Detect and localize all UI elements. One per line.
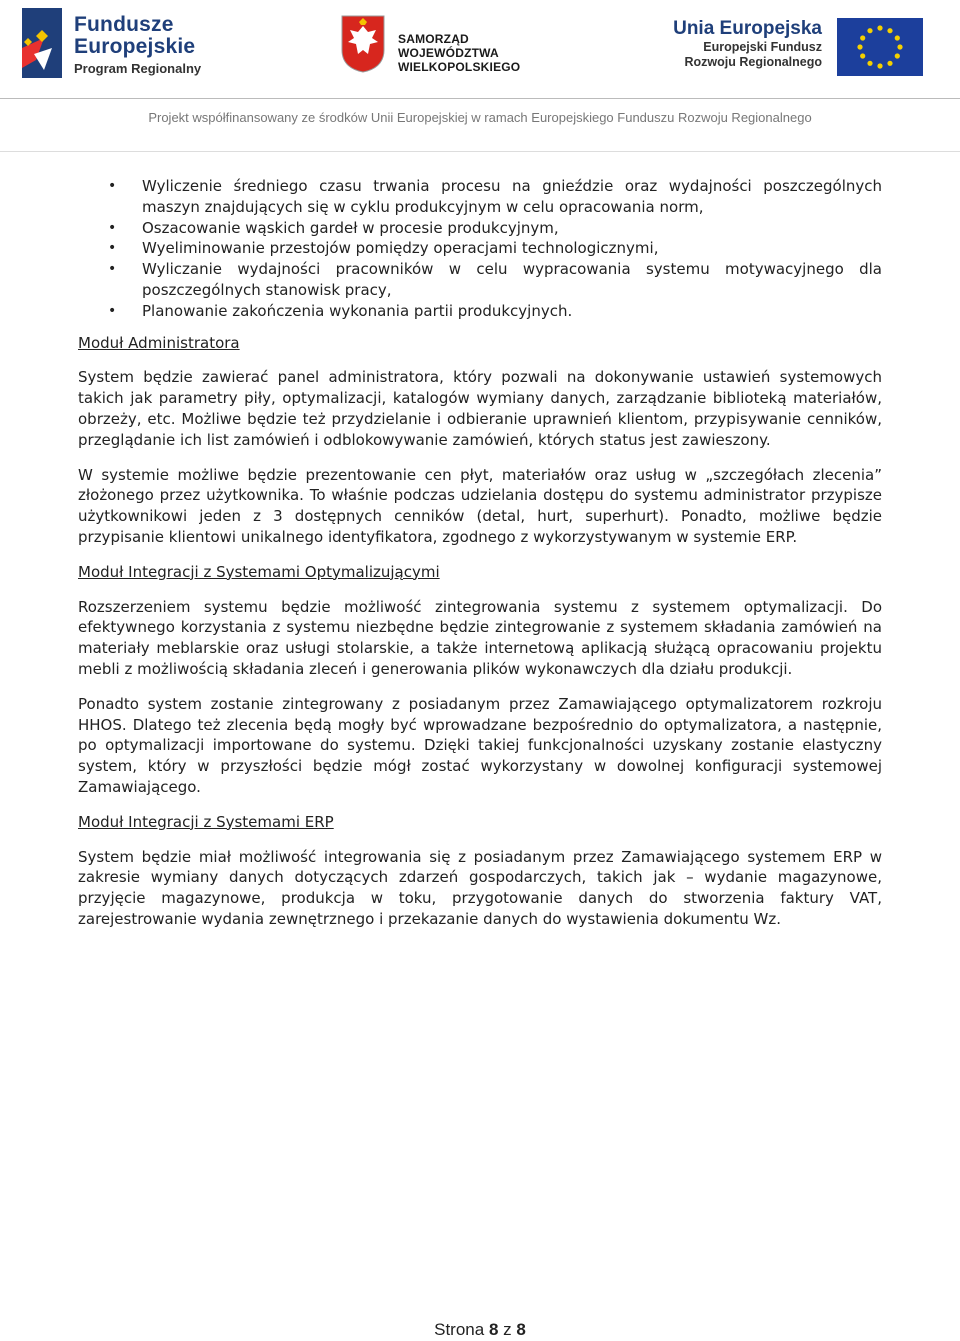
eagle-crest-icon	[340, 14, 386, 74]
paragraph: Ponadto system zostanie zintegrowany z posiadanym przez Zamawiającego optymalizatorem rozkroju HHOS. Dlatego też zlecenia będą mogły być wprowadzane bezpośrednio do optymalizatora, a następnie, po optymalizacji importowane do systemu. Dzięki takiej funkcjonalności uzyskany zostanie elastyczny system, który w przyszłości będzie mógł zostać wykorzystany w dowolnej konfiguracji systemowej Zamawiającego.	[78, 694, 882, 796]
samorzad-wielkopolski-logo	[340, 14, 540, 80]
bullet-list	[78, 176, 882, 322]
fe-logo-line1: Fundusze	[74, 13, 174, 36]
section-heading-administrator: Moduł Administratora	[78, 333, 240, 352]
page-header	[0, 0, 960, 96]
fe-logo-line3: Program Regionalny	[74, 61, 202, 76]
eu-flag-icon	[837, 18, 923, 76]
paragraph: System będzie miał możliwość integrowania się z posiadanym przez Zamawiającego systemem ERP w zakresie wymiany danych dotyczących zdarzeń gospodarczych, takich jak – wydanie magazynowe, przyjęcie magazynowe, produkcja w toku, przygotowanie danych do stworzenia faktury VAT, zarejestrowanie wydania zewnętrznego i przekazanie danych do wystawienia dokumentu Wz.	[78, 847, 882, 928]
ue-logo-line2: Rozwoju Regionalnego	[684, 55, 822, 69]
list-item: • Planowanie zakończenia wykonania partii produkcyjnych.	[78, 301, 882, 322]
page-separator: z	[503, 1320, 512, 1339]
section-heading-erp: Moduł Integracji z Systemami ERP	[78, 812, 334, 831]
cofinancing-note: Projekt współfinansowany ze środków Unii Europejskiej w ramach Europejskiego Funduszu Rozwoju Regionalnego	[148, 110, 812, 125]
paragraph: System będzie zawierać panel administratora, który pozwali na dokonywanie ustawień systemowych takich jak parametry piły, optymalizacji, katalogów wymiany danych, zarządzanie biblioteką materiałów, obrzeży, etc. Możliwe będzie też przydzielanie i odbieranie uprawnień klientom, przypisywanie cenników, przeglądanie ich list zamówień i odblokowywanie zamówień, których status jest zawieszony.	[78, 368, 882, 449]
fundusze-europejskie-logo	[22, 8, 202, 84]
paragraph: Rozszerzeniem systemu będzie możliwość zintegrowania systemu z systemem optymalizacji. Do efektywnego korzystania z systemu niezbędne będzie zintegrowanie z systemem składania zamówień na materiały meblarskie oraz usługi stolarskie, a także internetową aplikacją służącą opracowaniu projektu mebli z możliwością składania zleceń i generowania plików wykonawczych dla działu produkcji.	[78, 597, 882, 678]
ue-logo-title: Unia Europejska	[673, 18, 822, 39]
document-body	[78, 176, 882, 944]
header-divider	[0, 98, 960, 99]
page-footer	[0, 1320, 960, 1340]
page-label: Strona	[434, 1320, 485, 1339]
sw-logo-line2: WIELKOPOLSKIEGO	[398, 60, 521, 74]
list-item: • Wyliczenie średniego czasu trwania procesu na gnieździe oraz wydajności poszczególnych maszyn znajdujących się w cyklu produkcyjnym w celu opracowania norm,	[78, 176, 882, 218]
list-item: • Wyeliminowanie przestojów pomiędzy operacjami technologicznymi,	[78, 238, 882, 259]
total-pages-number: 8	[516, 1320, 526, 1339]
unia-europejska-logo	[672, 14, 932, 80]
ue-logo-line1: Europejski Fundusz	[703, 40, 822, 54]
sw-logo-line1: SAMORZĄD WOJEWÓDZTWA	[398, 32, 499, 60]
fe-logo-line2: Europejskie	[74, 35, 196, 58]
subtitle-divider	[0, 151, 960, 152]
paragraph: W systemie możliwe będzie prezentowanie cen płyt, materiałów oraz usług w „szczegółach zlecenia” złożonego przez użytkownika. To właśnie podczas udzielania dostępu do systemu administrator przypisze użytkownikowi jeden z 3 dostępnych cenników (detal, hurt, superhurt). Ponadto, możliwe będzie przypisanie klientowi unikalnego identyfikatora, zgodnego z wykorzystywanym w systemie ERP.	[78, 465, 882, 546]
current-page-number: 8	[488, 1320, 499, 1339]
list-item: • Oszacowanie wąskich gardeł w procesie produkcyjnym,	[78, 218, 882, 239]
section-heading-optimization: Moduł Integracji z Systemami Optymalizującymi	[78, 562, 440, 581]
fundusze-europejskie-mark-icon	[22, 8, 62, 78]
list-item: • Wyliczanie wydajności pracowników w celu wypracowania systemu motywacyjnego dla poszczególnych stanowisk pracy,	[78, 259, 882, 301]
